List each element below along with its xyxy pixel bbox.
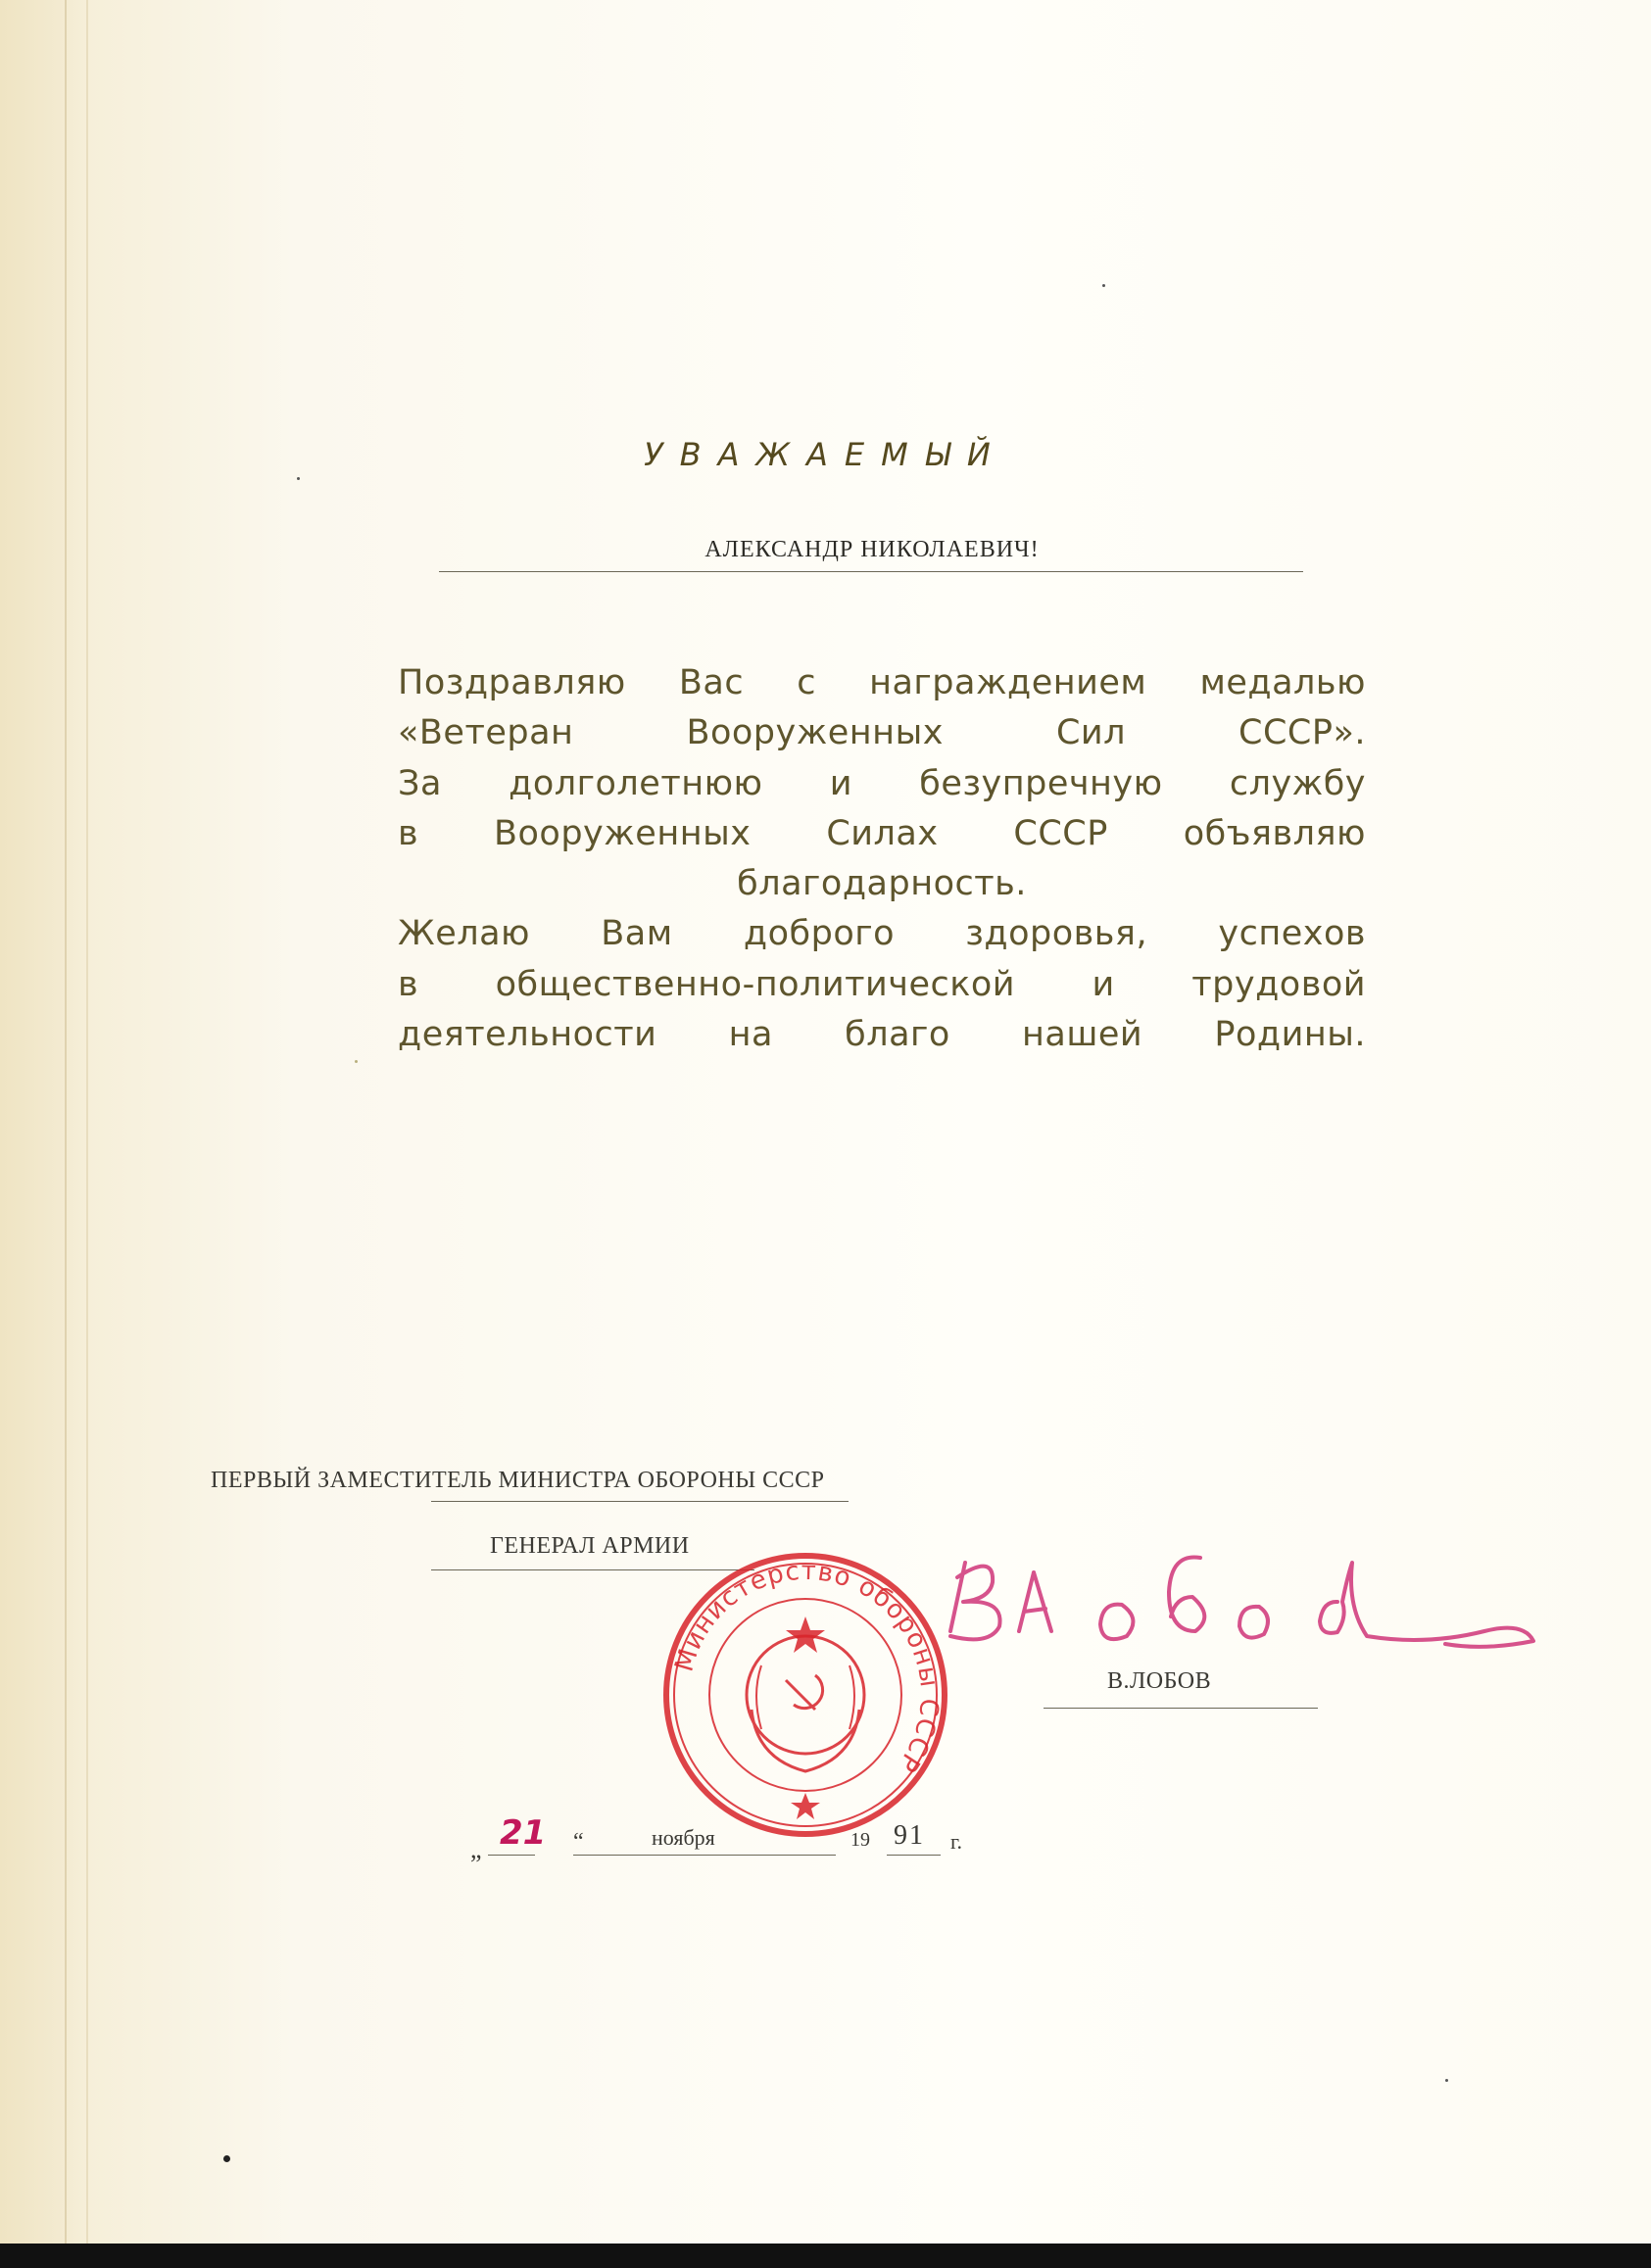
date-year-suffix: г. xyxy=(950,1829,963,1854)
signatory-rank: ГЕНЕРАЛ АРМИИ xyxy=(490,1533,690,1559)
signatory-position: ПЕРВЫЙ ЗАМЕСТИТЕЛЬ МИНИСТРА ОБОРОНЫ СССР xyxy=(211,1468,825,1493)
recipient-underline xyxy=(439,571,1303,572)
date-year: 91 xyxy=(894,1820,925,1851)
paper-speck xyxy=(355,1060,358,1063)
body-line: благодарность. xyxy=(737,864,1027,904)
date-open-quote: „ xyxy=(470,1835,482,1863)
fold-line xyxy=(65,0,67,2244)
day-underline xyxy=(488,1855,535,1856)
fold-line-secondary xyxy=(86,0,88,2244)
paper-speck xyxy=(1102,284,1105,287)
date-month: ноября xyxy=(652,1825,715,1850)
date-century: 19 xyxy=(850,1829,870,1851)
recipient-name: АЛЕКСАНДР НИКОЛАЕВИЧ! xyxy=(704,537,1040,562)
signatory-name: В.ЛОБОВ xyxy=(1107,1668,1212,1694)
position-underline xyxy=(431,1501,849,1502)
paper-speck xyxy=(223,2155,230,2162)
name-underline xyxy=(1044,1708,1318,1709)
salutation: УВАЖАЕМЫЙ xyxy=(644,436,1007,473)
body-line: За долголетнюю и безупречную службу xyxy=(398,763,1366,803)
body-line: Желаю Вам доброго здоровья, успехов xyxy=(398,914,1366,954)
official-seal-stamp xyxy=(658,1548,952,1842)
year-underline xyxy=(887,1855,941,1856)
body-line: в Вооруженных Силах СССР объявляю xyxy=(398,813,1366,853)
letter-body xyxy=(398,658,1366,1060)
date-day-handwritten: 21 xyxy=(500,1813,547,1853)
paper-speck xyxy=(1445,2079,1448,2082)
stamp-text: Министерство обороны СССР xyxy=(669,1556,945,1778)
scan-edge xyxy=(0,2244,1651,2268)
body-line: Поздравляю Вас с награждением медалью xyxy=(398,663,1366,702)
month-underline xyxy=(573,1855,836,1856)
date-close-quote: “ xyxy=(573,1829,584,1855)
body-line: деятельности на благо нашей Родины. xyxy=(398,1015,1366,1055)
body-line: «Ветеран Вооруженных Сил СССР». xyxy=(398,713,1366,753)
paper-speck xyxy=(297,477,300,480)
body-line: в общественно-политической и трудовой xyxy=(398,964,1366,1004)
